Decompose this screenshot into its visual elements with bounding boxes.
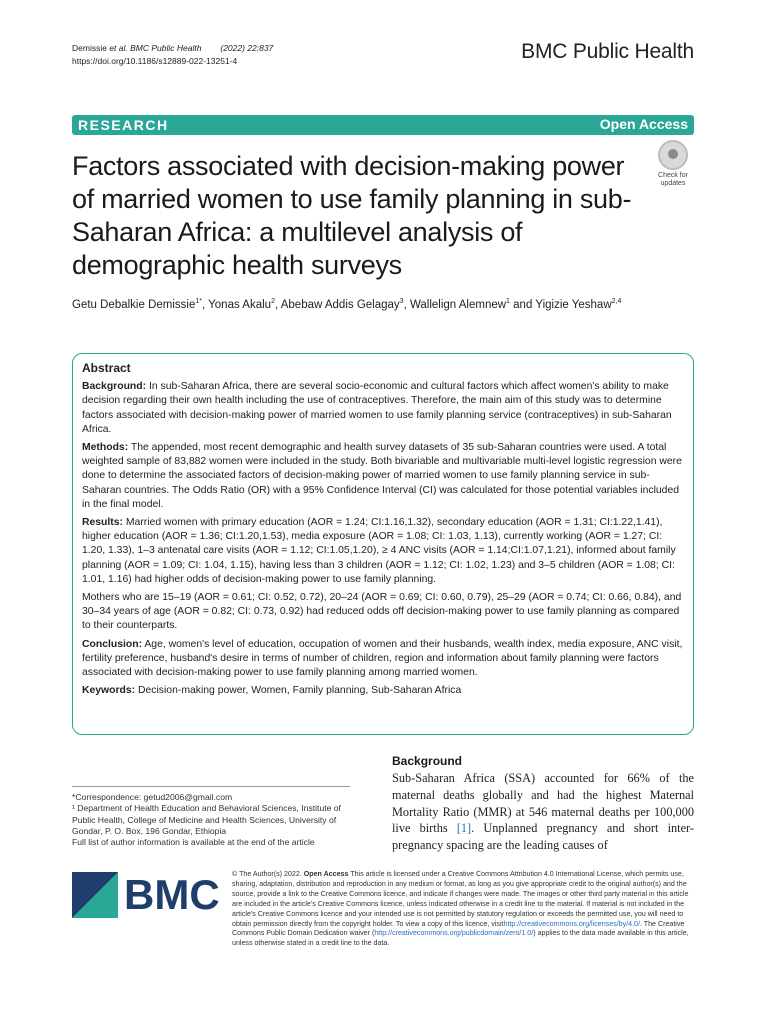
author-affiliation: 1* [195, 298, 202, 305]
public-domain-link[interactable]: http://creativecommons.org/publicdomain/zero/1.0/ [374, 929, 534, 938]
author-name[interactable]: Wallelign Alemnew [409, 298, 507, 311]
body-column [392, 754, 694, 854]
abstract-keywords-label: Keywords: [82, 685, 136, 697]
abstract-keywords-text: Decision-making power, Women, Family planning, Sub-Saharan Africa [138, 685, 462, 697]
check-for-updates-label: Check for updates [658, 172, 688, 187]
affiliation-line: ¹ Department of Health Education and Behavioral Sciences, Institute of Public Health, College of Medicine and Health Sciences, University of Gondar, P. O. Box, 196 Gondar, Ethiopia [72, 803, 341, 836]
footnote [72, 792, 350, 848]
abstract-methods-text: The appended, most recent demographic and health survey datasets of 35 sub-Saharan countries were used. A total weighted sample of 83,882 women were included in the study. Both bivariable and multivariable multi-level logistic regression were done to determine the associated factors of decision-making power of married women to use family planning service in sub-Saharan countries. The Odds Ratio (OR) with a 95% Confidence Interval (CI) was calculated for those potential variables included in the final model. [82, 442, 682, 510]
license-oa-label: Open Access [303, 870, 349, 878]
author-name[interactable]: Yonas Akalu [208, 298, 272, 311]
author-list: Getu Debalkie Demissie$^{1*}$, Yonas Akalu$^2$, Abebaw Addis Gelagay$^3$, Wallelign Alemnew$^1$ and Yigizie Yeshaw$^{2,4}$ [72, 298, 622, 311]
author-info-note: Full list of author information is available at the end of the article [72, 837, 315, 848]
abstract-results-label: Results: [82, 517, 123, 529]
abstract [82, 361, 686, 702]
bmc-logo-icon [72, 872, 118, 918]
abstract-results [82, 516, 686, 587]
citation-etal: et al. BMC Public Health [109, 43, 202, 53]
citation-line [72, 42, 273, 55]
bmc-wordmark: BMC [124, 871, 220, 918]
abstract-background [82, 380, 686, 437]
abstract-keywords [82, 684, 686, 698]
abstract-conclusion-text: Age, women's level of education, occupation of women and their husbands, wealth index, media exposure, ANC visit, fertility preference, husband's desire in terms of number of children, region and information about family planning were factors associated with decision-making power to use family planning among married women. [82, 638, 683, 679]
author-affiliation: 3 [399, 298, 404, 305]
abstract-methods [82, 441, 686, 512]
body-text-part: . Unplanned pregnancy and short inter-pregnancy spacing are the leading causes of [392, 821, 695, 853]
abstract-heading: Abstract [82, 361, 131, 375]
citation-header [72, 42, 273, 68]
bmc-logo [72, 871, 220, 920]
citation-author: Demissie [72, 43, 107, 53]
journal-name: BMC Public Health [521, 40, 694, 63]
article-title: Factors associated with decision-making power of married women to use family planning in sub-Saharan Africa: a multilevel analysis of demographic health surveys [72, 151, 632, 280]
abstract-results-continued: Mothers who are 15–19 (AOR = 0.61; CI: 0.52, 0.72), 20–24 (AOR = 0.69; CI: 0.60, 0.79), 25–29 (AOR = 0.74; CI: 0.66, 0.84), and 30–34 years of age (AOR = 0.82; CI: 0.73, 0.92) had reduced odds off decision-making power to use family planning as compared to their counterparts. [82, 592, 682, 632]
author-name[interactable]: Yigizie Yeshaw [535, 298, 612, 311]
article-type-label: RESEARCH [78, 117, 169, 133]
body-text-part: Sub-Saharan Africa (SSA) accounted for 66% of the maternal deaths globally and had the highest Maternal Mortality Ratio (MMR) at 546 maternal deaths per 100,000 live births [392, 771, 694, 836]
doi-link[interactable]: https://doi.org/10.1186/s12889-022-13251-4 [72, 56, 238, 66]
abstract-background-text: In sub-Saharan Africa, there are several socio-economic and cultural factors which affect women's ability to make decision regarding their own health including the use of contraceptives. Therefore, the main aim of this study was to determine factors associated with decision-making power of married women to use family planning service (contraceptives) in sub-Saharan Africa. [82, 381, 672, 435]
license-text: © The Author(s) 2022. Open Access This article is licensed under a Creative Commons Attribution 4.0 International License, which permits use, sharing, adaptation, distribution and reproduction in any medium or format, as long as you give appropriate credit to the original author(s) and the source, provide a link to the Creative Commons licence, and indicate if changes were made. The images or other third party material in this article are included in the article's Creative Commons licence, unless indicated otherwise in a credit line to the material. If material is not included in the article's Creative Commons licence and your intended use is not permitted by statutory regulation or exceeds the permitted use, you will need to obtain permission directly from the copyright holder. To view a copy of this licence, visithttp://creativecommons.org/licenses/by/4.0/. The Creative Commons Public Domain Dedication waiver (http://creativecommons.org/publicdomain/zero/1.0/) applies to the data made available in this article, unless otherwise stated in a credit line to the data. [232, 870, 689, 948]
body-paragraph [392, 770, 694, 854]
reference-link[interactable]: [1] [456, 821, 472, 836]
author-affiliation: 2 [271, 298, 275, 305]
section-title: Background [392, 754, 463, 768]
author-name[interactable]: Abebaw Addis Gelagay [280, 298, 400, 311]
abstract-background-label: Background: [82, 381, 147, 393]
open-access-label: Open Access [599, 116, 688, 132]
check-for-updates-button[interactable] [654, 140, 692, 188]
correspondence-line: *Correspondence: getud2006@gmail.com [72, 792, 233, 802]
author-name[interactable]: Getu Debalkie Demissie [72, 298, 196, 311]
footnote-divider [72, 786, 350, 787]
article-type-banner [72, 115, 694, 135]
license-link[interactable]: http://creativecommons.org/licenses/by/4.0/ [503, 919, 640, 928]
abstract-results-text: Married women with primary education (AOR = 1.24; CI:1.16,1.32), secondary education (AOR = 1.31; CI:1.22,1.41), higher education (AOR = 1.36; CI:1.20,1.53), media exposure (AOR = 1.08; CI: 1.03, 1.13), currently working (AOR = 1.27; CI: 1.20, 1.33), 1–3 antenatal care visits (AOR = 1.12; CI:1.05,1.20), ≥ 4 ANC visits (AOR = 1.14;CI:1.07,1.21), informed about family planning (AOR = 1.09; CI: 1.04, 1.15), having less than 3 children (AOR = 1.12; CI: 1.02, 1.23) and 3–5 children (AOR = 1.08; CI: 1.01, 1.16) had higher odds of decision-making power to use family planning. [82, 517, 676, 585]
check-for-updates-icon [658, 140, 688, 170]
author-affiliation: 2,4 [611, 298, 622, 305]
abstract-methods-label: Methods: [82, 442, 129, 454]
abstract-conclusion [82, 638, 686, 681]
citation-year: (2022) 22:837 [220, 43, 274, 53]
author-affiliation: 1 [506, 298, 510, 305]
abstract-conclusion-label: Conclusion: [82, 638, 143, 650]
